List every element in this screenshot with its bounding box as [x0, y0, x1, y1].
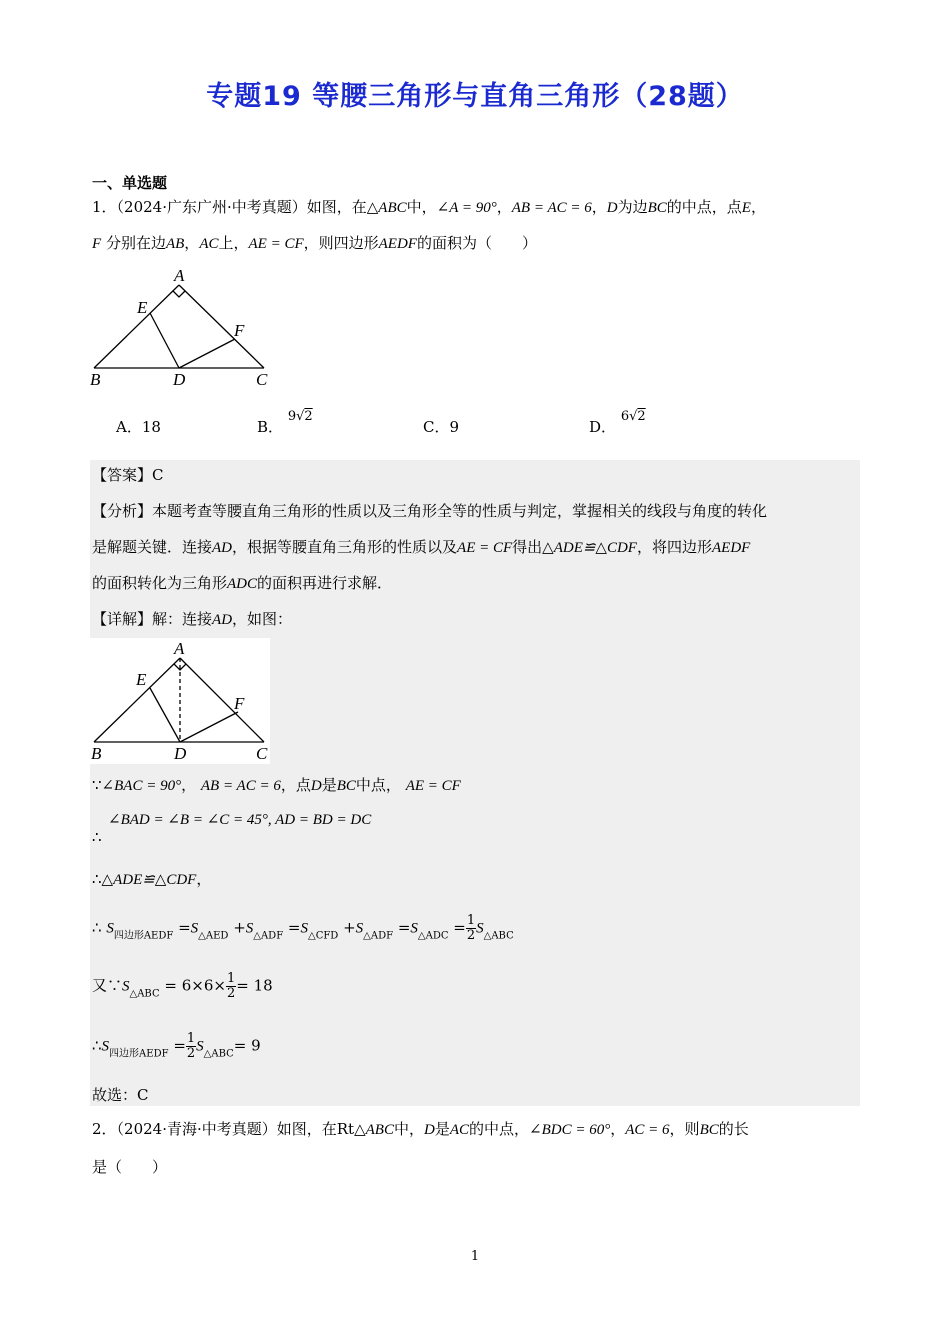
section-heading: 一、单选题 — [92, 174, 168, 192]
final-choice: 故选：C — [92, 1086, 149, 1104]
fig2-label-a: A — [174, 639, 185, 658]
detail-line1: 【详解】解：连接AD，如图： — [92, 610, 293, 628]
fig1-label-c: C — [256, 370, 268, 389]
step1: ∵∠BAC = 90°， AB = AC = 6，点D是BC中点， AE = CF — [92, 776, 461, 794]
fig1-label-b: B — [90, 370, 101, 389]
step4: ∴ $S_{四边形AEDF} =S_{\triangle AED} +S_{\triangle ADF} =S_{\triangle CFD} +S_{\triangle ADF} =S_{\triangle ADC}$ = $\frac{1}{2}$ $S_{\triangle ABC}$ — [92, 913, 514, 943]
fig2-label-f: F — [234, 694, 245, 713]
step2-therefore: ∴ — [92, 828, 102, 846]
option-b[interactable]: B． 9√2 — [257, 409, 313, 436]
fig1-label-f: F — [234, 321, 245, 340]
fig2-label-b: B — [91, 744, 102, 763]
answer-line: 【答案】C — [92, 466, 164, 484]
fig2-label-d: D — [174, 744, 187, 763]
option-d[interactable]: D． 6√2 — [589, 409, 646, 436]
q2-line2: 是（ ） — [92, 1158, 168, 1176]
fig2-label-e: E — [136, 670, 147, 689]
page-number: 1 — [470, 1249, 480, 1264]
step3: ∴△ADE≌△CDF， — [92, 870, 212, 888]
analysis-line2: 是解题关键．连接AD，根据等腰直角三角形的性质以及AE = CF得出△ADE≌△CDF，将四边形AEDF — [92, 538, 751, 556]
page-title: 专题19 等腰三角形与直角三角形（28题） — [206, 81, 744, 112]
fig1-label-d: D — [173, 370, 186, 389]
step2: ∠BAD = ∠B = ∠C = 45°, AD = BD = DC — [108, 812, 372, 828]
option-c[interactable]: C．9 — [423, 418, 460, 436]
step5: 又$\because S_{\triangle ABC} = 6\times 6\times$ $\frac{1}{2}$ = 18 — [92, 971, 273, 1001]
analysis-line3: 的面积转化为三角形ADC的面积再进行求解． — [92, 574, 393, 592]
fig1-label-e: E — [137, 298, 148, 317]
fig2-label-c: C — [256, 744, 268, 763]
q1-line2: F 分别在边AB，AC上，AE = CF，则四边形AEDF的面积为（ ） — [92, 234, 537, 252]
option-a[interactable]: A．18 — [116, 418, 161, 436]
q1-triangle-figure — [88, 266, 278, 390]
fig1-label-a: A — [174, 266, 185, 285]
q1-line1: 1．（2024·广东广州·中考真题）如图，在△ABC中，∠A = 90°，AB = AC = 6，D为边BC的中点，点E， — [92, 198, 766, 216]
step6: $\therefore S_{四边形AEDF}$ = $\frac{1}{2}$ $S_{\triangle ABC}= 9$ — [92, 1031, 261, 1061]
detail-triangle-figure — [90, 638, 270, 764]
analysis-line1: 【分析】本题考查等腰直角三角形的性质以及三角形全等的性质与判定，掌握相关的线段与角度的转化 — [92, 502, 768, 520]
q2-line1: 2．（2024·青海·中考真题）如图，在Rt△ABC中，D是AC的中点，∠BDC = 60°，AC = 6，则BC的长 — [92, 1120, 749, 1138]
